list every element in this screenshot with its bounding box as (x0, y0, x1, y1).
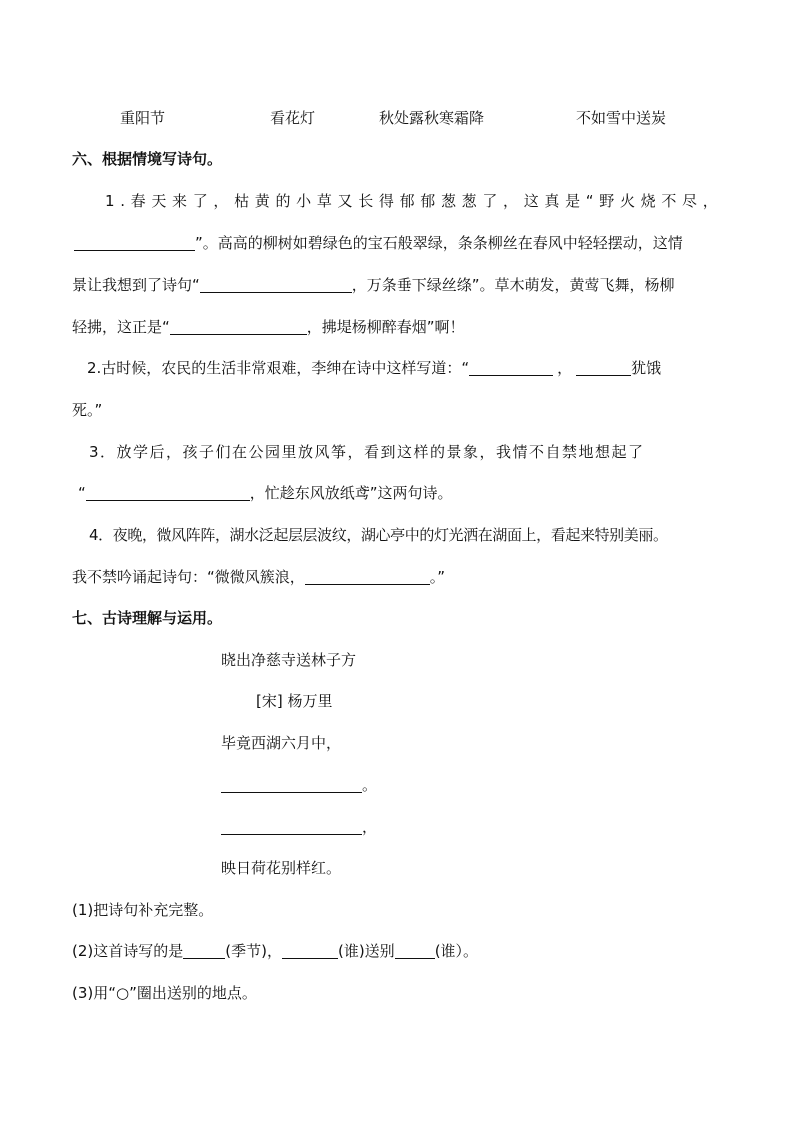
answer-blank[interactable] (74, 236, 195, 251)
q1-line3-text-a: 景让我想到了诗句“ (72, 276, 200, 294)
poem-line3 (221, 820, 377, 835)
q1-line1-char: ， (213, 192, 229, 210)
answer-blank[interactable] (221, 820, 362, 835)
q1-line1-char: 又 (337, 192, 353, 210)
subquestion-2 (72, 944, 478, 959)
q1-line1-char: 真 (544, 192, 560, 210)
q1-line3 (72, 278, 675, 293)
q1-line1-char: 烧 (640, 192, 656, 210)
q1-line4-text-b: ，拂堤杨柳醉春烟”啊！ (306, 318, 465, 336)
sub2-text-c: (谁)送别 (337, 942, 395, 960)
q1-line2 (74, 236, 683, 251)
q3-line2-text-a: “ (78, 484, 86, 502)
answer-blank[interactable] (305, 570, 430, 585)
q1-line1-char: 了 (482, 192, 498, 210)
poem-line4: 映日荷花别样红。 (221, 859, 342, 877)
q4-line2-text-a: 我不禁吟诵起诗句：“微微风簇浪， (72, 568, 305, 586)
q1-line1-char: 天 (151, 192, 167, 210)
q1-line1-char: 小 (296, 192, 312, 210)
q1-line1-char: 1 (105, 192, 115, 210)
answer-blank[interactable] (86, 486, 250, 501)
sub2-text-a: (2)这首诗写的是 (72, 942, 184, 960)
q1-line1-char: 春 (130, 192, 146, 210)
poem-author: [宋] 杨万里 (256, 692, 333, 710)
section-6-title: 六、根据情境写诗句。 (72, 150, 223, 168)
poem-title: 晓出净慈寺送林子方 (221, 651, 357, 669)
q1-line1-char: 郁 (399, 192, 415, 210)
q2-line1-text-b: ， (557, 359, 573, 377)
q1-line1-char: 这 (523, 192, 539, 210)
q2-line1-text-c: 犹饿 (631, 359, 662, 377)
q1-line1-char: 尽 (682, 192, 698, 210)
answer-blank[interactable] (282, 944, 338, 959)
q2-line1 (87, 361, 661, 376)
q1-line1-char: 枯 (234, 192, 250, 210)
q1-line1-char: 不 (661, 192, 677, 210)
q1-line1 (105, 194, 718, 209)
poem-line2-end: 。 (362, 776, 378, 794)
q1-line4 (72, 320, 465, 335)
poem-line2 (221, 778, 377, 793)
q1-line1-char: . (120, 192, 125, 210)
answer-blank[interactable] (395, 944, 435, 959)
option-3: 秋处露秋寒霜降 (379, 109, 485, 127)
q3-line2-text-b: ，忙趁东风放纸鸢”这两句诗。 (249, 484, 453, 502)
answer-blank[interactable] (469, 361, 553, 376)
q2-line1-text-a: 2.古时候，农民的生活非常艰难，李绅在诗中这样写道：“ (87, 359, 470, 377)
answer-blank[interactable] (200, 278, 352, 293)
q1-line1-char: 了 (192, 192, 208, 210)
q1-line2-text: ”。高高的柳树如碧绿色的宝石般翠绿，条条柳丝在春风中轻轻摆动，这情 (195, 234, 683, 252)
answer-blank[interactable] (221, 778, 362, 793)
q4-line2-text-b: 。” (429, 568, 446, 586)
option-4: 不如雪中送炭 (576, 109, 667, 127)
answer-blank[interactable] (576, 361, 631, 376)
q3-line1: 3．放学后，孩子们在公园里放风筝，看到这样的景象，我情不自禁地想起了 (89, 443, 645, 461)
q1-line1-char: 火 (619, 192, 635, 210)
q2-line2: 死。” (72, 401, 103, 419)
q4-line1: 4．夜晚，微风阵阵，湖水泛起层层波纹，湖心亭中的灯光洒在湖面上，看起来特别美丽。 (89, 526, 668, 544)
sub2-text-b: (季节)， (225, 942, 282, 960)
q1-line1-char: 来 (172, 192, 188, 210)
q1-line1-char: 的 (275, 192, 291, 210)
sub2-text-d: (谁）。 (434, 942, 479, 960)
poem-line3-end: ， (362, 818, 378, 836)
q1-line1-char: 是 (565, 192, 581, 210)
q1-line1-char: 长 (358, 192, 374, 210)
option-2: 看花灯 (270, 109, 316, 127)
q1-line1-char: “ (585, 192, 594, 210)
q1-line1-char: 野 (599, 192, 615, 210)
subquestion-3: (3)用“○”圈出送别的地点。 (72, 984, 257, 1002)
q1-line1-char: ， (702, 192, 718, 210)
answer-blank[interactable] (183, 944, 225, 959)
q1-line4-text-a: 轻拂，这正是“ (72, 318, 170, 336)
q1-line1-char: 郁 (420, 192, 436, 210)
poem-line1: 毕竟西湖六月中， (221, 734, 342, 752)
section-7-title: 七、古诗理解与运用。 (72, 609, 223, 627)
q3-line2 (78, 486, 453, 501)
answer-blank[interactable] (170, 320, 307, 335)
q1-line1-char: ， (503, 192, 519, 210)
q1-line3-text-b: ，万条垂下绿丝绦”。草木萌发，黄莺飞舞，杨柳 (351, 276, 675, 294)
q1-line1-char: 黄 (254, 192, 270, 210)
q1-line1-char: 得 (378, 192, 394, 210)
subquestion-1: (1)把诗句补充完整。 (72, 901, 214, 919)
q1-line1-char: 草 (316, 192, 332, 210)
q1-line1-char: 葱 (440, 192, 456, 210)
q1-line1-char: 葱 (461, 192, 477, 210)
option-1: 重阳节 (120, 109, 166, 127)
q4-line2 (72, 570, 445, 585)
